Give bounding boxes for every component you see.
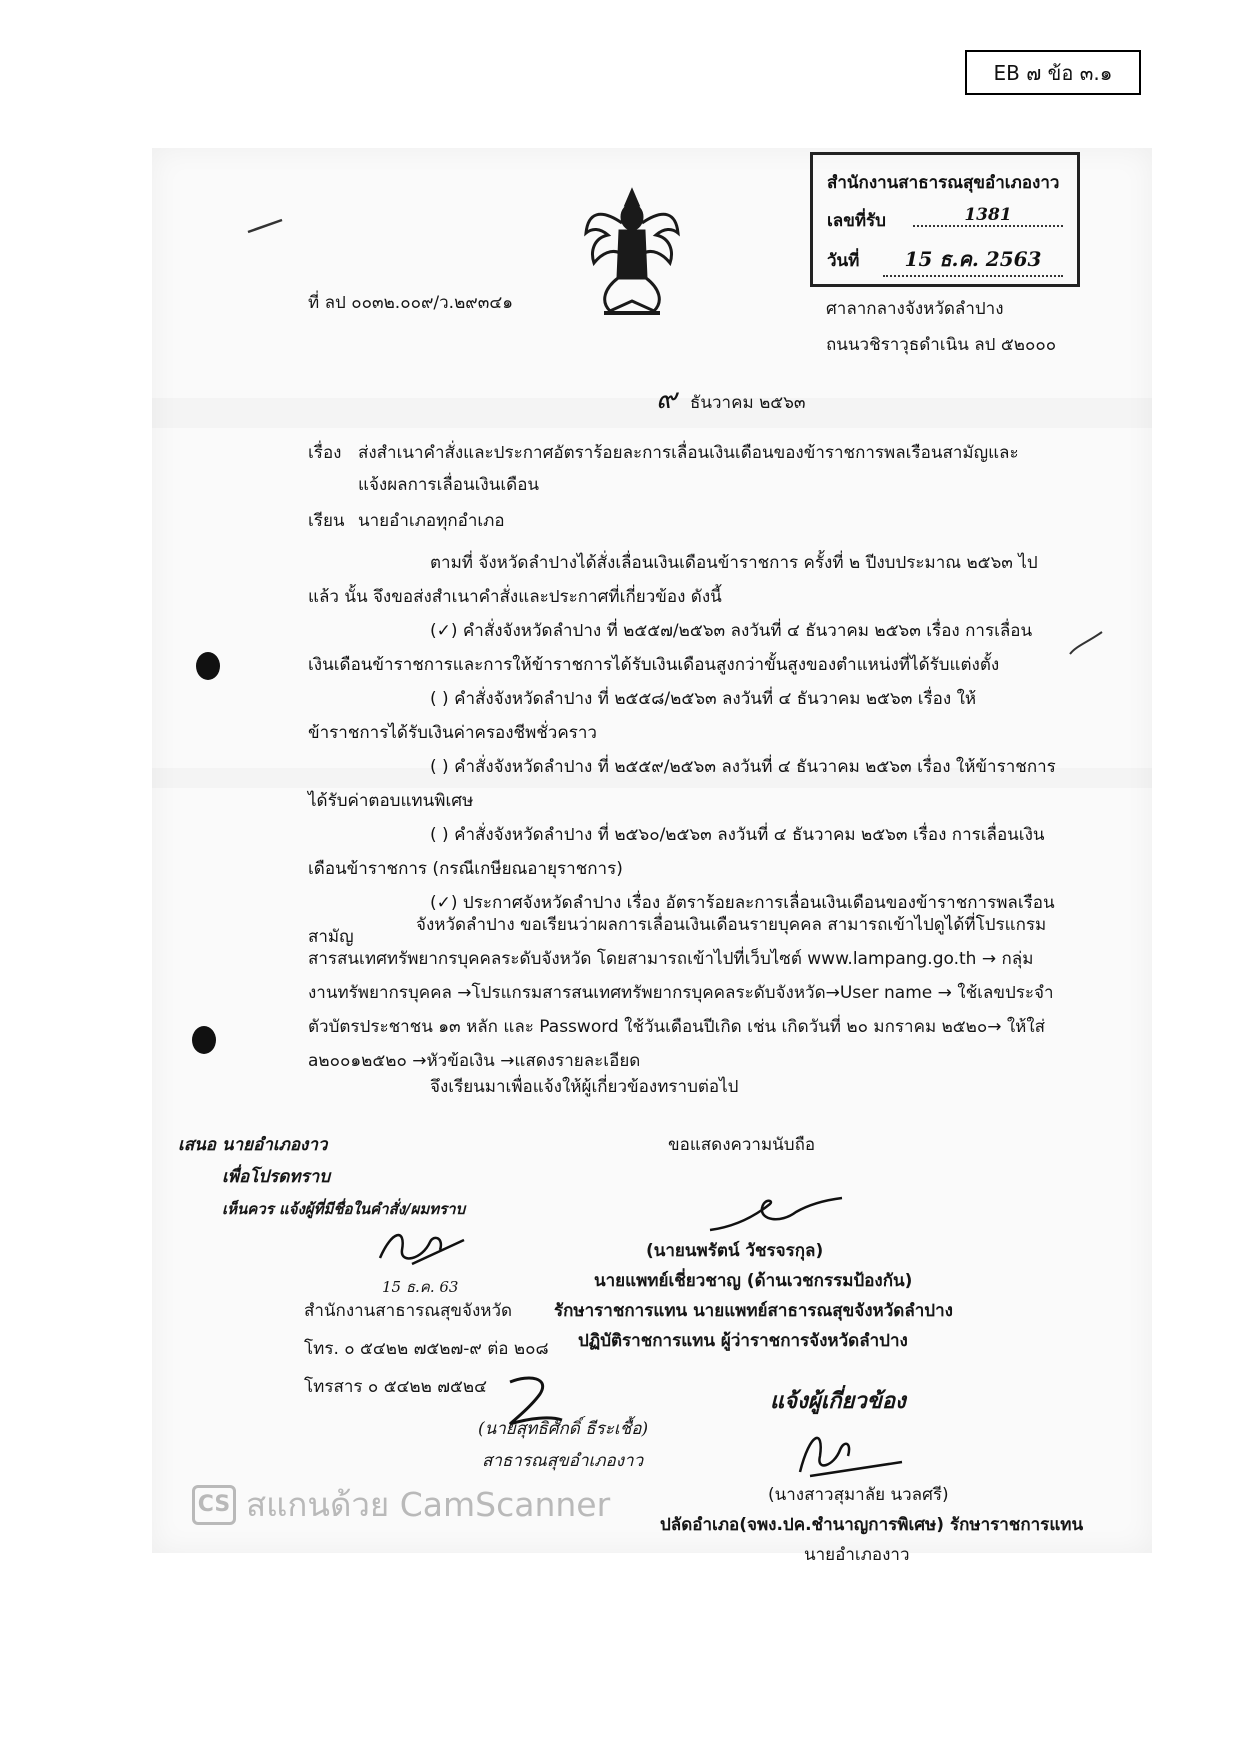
intro-paragraph: ตามที่ จังหวัดลำปางได้สั่งเลื่อนเงินเดือนข้าราชการ ครั้งที่ ๒ ปีงบประมาณ ๒๕๖๓ ไปแล้ว นั้น จึงขอส่งสำเนาคำสั่งและประกาศที่เกี่ยวข้อง ดังนี้ (308, 553, 1038, 607)
note-for-information: เพื่อโปรดทราบ (222, 1167, 330, 1187)
stamp-date-label: วันที่ (827, 251, 860, 271)
pen-stroke-icon (1066, 628, 1106, 658)
addressee: นายอำเภอทุกอำเภอ (358, 511, 505, 531)
stamp-receipt-label: เลขที่รับ (827, 211, 886, 231)
office-address-line2: ถนนวชิราวุธดำเนิน ลป ๕๒๐๐๐ (826, 335, 1057, 355)
signer-name: (นายนพรัตน์ วัชรจรกุล) (646, 1241, 824, 1261)
note-recommendation: เห็นควร แจ้งผู้ที่มีชื่อในคำสั่ง/ผมทราบ (222, 1200, 466, 1218)
enclosure-item (308, 614, 1056, 682)
enclosure-text: คำสั่งจังหวัดลำปาง ที่ ๒๕๖๐/๒๕๖๓ ลงวันที่ ๔ ธันวาคม ๒๕๖๓ เรื่อง การเลื่อนเงินเดือนข้าราชการ (กรณีเกษียณอายุราชการ) (308, 825, 1045, 879)
camscanner-watermark (192, 1478, 610, 1531)
enclosure-text: คำสั่งจังหวัดลำปาง ที่ ๒๕๕๙/๒๕๖๓ ลงวันที่ ๔ ธันวาคม ๒๕๖๓ เรื่อง ให้ข้าราชการได้รับค่าตอบแทนพิเศษ (308, 757, 1056, 811)
checkbox-mark: ( ) (430, 689, 449, 709)
stamp-receipt-number: 1381 (913, 205, 1063, 227)
stamp-office: สำนักงานสาธารณสุขอำเภองาว (827, 173, 1060, 193)
signer-title-1: นายแพทย์เชี่ยวชาญ (ด้านเวชกรรมป้องกัน) (594, 1271, 913, 1291)
handwritten-signature-icon (372, 1220, 472, 1270)
fax: โทรสาร ๐ ๕๔๒๒ ๗๕๒๔ (304, 1377, 487, 1397)
enclosure-item (308, 818, 1056, 886)
punch-hole (196, 652, 220, 680)
camscanner-logo-icon: CS (192, 1485, 236, 1525)
letter-date-day: ๙ (656, 382, 677, 415)
scan-streak (152, 398, 1152, 428)
official-name: (นางสาวสุมาลัย นวลศรี) (768, 1485, 949, 1505)
telephone: โทร. ๐ ๕๔๒๒ ๗๕๒๗-๙ ต่อ ๒๐๘ (304, 1339, 549, 1359)
camscanner-text: สแกนด้วย CamScanner (246, 1485, 611, 1524)
stamp-date-value: 15 ธ.ค. 2563 (883, 243, 1063, 277)
official-title: ปลัดอำเภอ(จพง.ปค.ชำนาญการพิเศษ) รักษาราชการแทน (660, 1515, 1084, 1535)
letter-date: ธันวาคม ๒๕๖๓ (690, 393, 806, 413)
office-address-line1: ศาลากลางจังหวัดลำปาง (826, 299, 1004, 319)
punch-hole (192, 1026, 216, 1054)
info-paragraph: จังหวัดลำปาง ขอเรียนว่าผลการเลื่อนเงินเดือนรายบุคคล สามารถเข้าไปดูได้ที่โปรแกรมสารสนเทศทรัพยากรบุคคลระดับจังหวัด โดยสามารถเข้าไปที่เว็บไซต์ www.lampang.go.th → กลุ่มงานทรัพยากรบุคคล →โปรแกรมสารสนเทศทรัพยากรบุคคลระดับจังหวัด→User name → ใช้เลขประจำตัวบัตรประชาชน ๑๓ หลัก และ Password ใช้วันเดือนปีเกิด เช่น เกิดวันที่ ๒๐ มกราคม ๒๕๒๐→ ให้ใส่ a๒๐๐๑๒๕๒๐ →หัวข้อเงิน →แสดงรายละเอียด (308, 915, 1054, 1071)
enclosure-text: ประกาศจังหวัดลำปาง เรื่อง อัตราร้อยละการเลื่อนเงินเดือนของข้าราชการพลเรือนสามัญ (308, 893, 1055, 947)
checkbox-mark: ( ) (430, 825, 449, 845)
approver-title: สาธารณสุขอำเภองาว (482, 1451, 644, 1471)
checkbox-mark: (✓) (430, 893, 458, 913)
checkbox-mark: ( ) (430, 757, 449, 777)
subject-line2: แจ้งผลการเลื่อนเงินเดือน (358, 475, 540, 495)
note-to: เสนอ นายอำเภองาว (178, 1135, 328, 1155)
regards: ขอแสดงความนับถือ (668, 1135, 816, 1155)
enclosure-text: คำสั่งจังหวัดลำปาง ที่ ๒๕๕๘/๒๕๖๓ ลงวันที่ ๔ ธันวาคม ๒๕๖๓ เรื่อง ให้ข้าราชการได้รับเงินค่าครองชีพชั่วคราว (308, 689, 977, 743)
enclosure-item (308, 750, 1056, 818)
enclosure-list (308, 614, 1056, 954)
department: สำนักงานสาธารณสุขจังหวัด (304, 1301, 513, 1321)
main-signature-icon (700, 1190, 850, 1240)
reference-number: ที่ ลป ๐๐๓๒.๐๐๙/ว.๒๙๓๔๑ (308, 293, 514, 313)
subject-label: เรื่อง (308, 443, 342, 463)
official-title-2: นายอำเภองาว (804, 1545, 910, 1565)
approver-name: (นายสุทธิศักดิ์ ธีระเชื้อ) (478, 1419, 649, 1439)
enclosure-item (308, 682, 1056, 750)
garuda-emblem-icon (580, 183, 685, 323)
checkbox-mark: (✓) (430, 621, 458, 641)
signer-title-3: ปฏิบัติราชการแทน ผู้ว่าราชการจังหวัดลำปาง (578, 1331, 908, 1351)
pen-stroke-icon (246, 216, 286, 236)
document-tag: EB ๗ ข้อ ๓.๑ (965, 50, 1141, 95)
subject-line1: ส่งสำเนาคำสั่งและประกาศอัตราร้อยละการเลื่อนเงินเดือนของข้าราชการพลเรือนสามัญและ (358, 443, 1019, 463)
note-date: 15 ธ.ค. 63 (382, 1278, 459, 1296)
addressee-label: เรียน (308, 511, 345, 531)
official-signature-icon (790, 1422, 910, 1482)
receiving-stamp (810, 152, 1080, 287)
signer-title-2: รักษาราชการแทน นายแพทย์สาธารณสุขจังหวัดลำปาง (554, 1301, 953, 1321)
enclosure-text: คำสั่งจังหวัดลำปาง ที่ ๒๕๕๗/๒๕๖๓ ลงวันที่ ๔ ธันวาคม ๒๕๖๓ เรื่อง การเลื่อนเงินเดือนข้าราชการและการให้ข้าราชการได้รับเงินเดือนสูงกว่าขั้นสูงของตำแหน่งที่ได้รับแต่งตั้ง (308, 621, 1033, 675)
closing-line: จึงเรียนมาเพื่อแจ้งให้ผู้เกี่ยวข้องทราบต่อไป (430, 1077, 739, 1097)
handwritten-note-2: แจ้งผู้เกี่ยวข้อง (770, 1388, 906, 1414)
